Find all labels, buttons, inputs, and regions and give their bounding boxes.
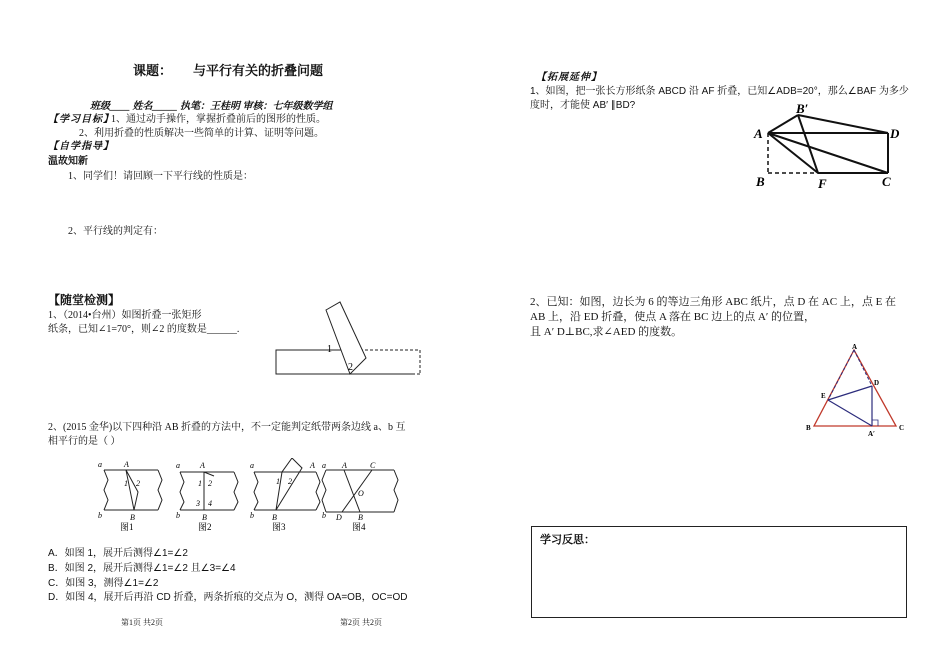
check-q1-line1: 1、（2014•台州）如图折叠一张矩形 [48,310,202,321]
svg-text:C: C [882,174,891,189]
ext-q1-line2: 度时，才能使 AB′ ∥BD? [530,100,636,111]
ext-q2-line2: AB 上，沿 ED 折叠，使点 A 落在 BC 边上的点 A′ 的位置， [530,311,816,323]
svg-text:1: 1 [276,477,280,486]
svg-text:A: A [852,344,858,351]
svg-text:A: A [754,126,763,141]
svg-text:b: b [98,511,102,520]
reflection-box[interactable] [531,526,907,618]
svg-text:B: B [272,513,277,522]
goal-1: 1、通过动手操作，掌握折叠前后的图形的性质。 [111,114,326,125]
option-c: C．如图 3，测得∠1=∠2 [48,578,159,589]
svg-text:图3: 图3 [272,522,286,532]
svg-text:F: F [818,176,827,190]
ext-q2-line1: 2、已知：如图，边长为 6 的等边三角形 ABC 纸片，点 D 在 AC 上，点 E 在 [530,296,897,308]
svg-text:A: A [124,460,129,469]
svg-text:图2: 图2 [198,522,212,532]
goal-2: 2、利用折叠的性质解决一些简单的计算、证明等问题。 [79,128,324,139]
svg-text:b: b [322,511,326,520]
extension-header: 【拓展延伸】 [536,72,602,83]
svg-text:D: D [890,126,900,141]
svg-text:图4: 图4 [352,522,366,532]
svg-text:A: A [342,461,347,470]
option-b: B．如图 2，展开后测得∠1=∠2 且∠3=∠4 [48,563,236,574]
svg-text:O: O [358,489,364,498]
svg-text:b: b [176,511,180,520]
reflection-label: 学习反思： [540,534,595,546]
title-prefix: 课题： [133,63,173,78]
svg-text:B: B [202,513,207,522]
guide-header: 【自学指导】 [48,141,114,152]
svg-text:a: a [176,461,180,470]
svg-text:E: E [821,392,826,400]
review-header: 温故知新 [48,156,88,167]
svg-text:A′: A′ [868,430,876,438]
option-a: A．如图 1，展开后测得∠1=∠2 [48,548,188,559]
check-header: 【随堂检测】 [48,293,121,307]
option-d: D．如图 4，展开后再沿 CD 折叠，两条折痕的交点为 O，测得 OA=OB，OC=OD [48,592,408,603]
svg-text:C: C [370,461,376,470]
review-question-2: 2、平行线的判定有： [68,226,163,237]
svg-text:D: D [874,379,880,387]
svg-text:A: A [310,461,315,470]
svg-text:C: C [899,424,905,432]
folded-strip-figure [270,298,430,380]
svg-text:B: B [130,513,135,522]
triangle-fold-figure [800,344,910,439]
goals-header: 【学习目标】 [48,114,114,125]
angle-2-label: 2 [348,362,353,373]
svg-text:2: 2 [288,477,292,486]
svg-text:D: D [336,513,342,522]
svg-text:1: 1 [198,479,202,488]
svg-text:2: 2 [136,479,140,488]
ext-q1-line1: 1、如图，把一张长方形纸条 ABCD 沿 AF 折叠，已知∠ADB=20°，那么∠BAF 为多少 [530,86,909,97]
check-q2-line1: 2、(2015 金华)以下四种沿 AB 折叠的方法中，不一定能判定纸带两条边线 a、b 互 [48,422,406,433]
fold-methods-figure [96,458,400,534]
angle-1-label: 1 [327,344,332,355]
ext-q2-line3: 且 A′ D⊥BC,求∠AED 的度数。 [530,326,683,338]
svg-text:a: a [98,460,102,469]
check-q1-line2: 纸条，已知∠1=70°，则∠2 的度数是______. [48,324,240,335]
svg-text:2: 2 [208,479,212,488]
svg-text:图1: 图1 [120,522,134,532]
footer-page-2: 第2页 共2页 [340,618,382,627]
review-question-1: 1、同学们！请回顾一下平行线的性质是： [68,171,253,182]
svg-text:B′: B′ [796,101,809,116]
page-title: 与平行有关的折叠问题 [193,63,324,78]
footer-page-1: 第1页 共2页 [121,618,163,627]
check-q2-line2: 相平行的是（ ） [48,436,121,447]
svg-text:a: a [250,461,254,470]
info-line: 班级____ 姓名_____ 执笔：王桂明 审核：七年级数学组 [90,101,333,112]
svg-text:A: A [200,461,205,470]
svg-text:B: B [756,174,765,189]
svg-text:b: b [250,511,254,520]
svg-text:B: B [806,424,811,432]
svg-text:a: a [322,461,326,470]
svg-text:1: 1 [124,479,128,488]
svg-text:3: 3 [196,499,200,508]
svg-text:4: 4 [208,499,212,508]
svg-text:B: B [358,513,363,522]
rectangle-fold-figure [750,100,905,190]
